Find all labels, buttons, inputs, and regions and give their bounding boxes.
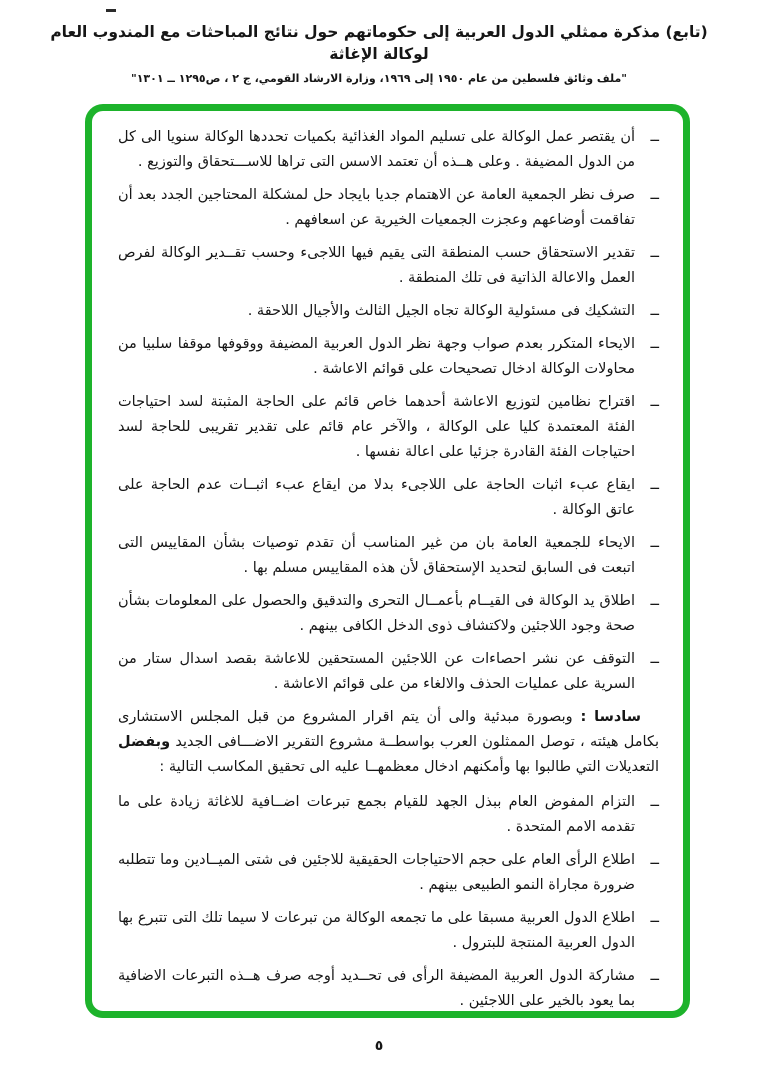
bullet-dash: ــ (650, 794, 659, 810)
page-number: ٥ (374, 1038, 384, 1054)
bullet-text: اقتراح نظامين لتوزيع الاعاشة أحدهما خاص قائم على الحاجة المثبتة لسد احتياجات الفئة المعتمدة كليا على الوكالة ، والآخر عام قائم على تقدير تقريبى للحاجة لسد احتياجات الفئة القادرة جزئيا على اعالة نفسها . (118, 394, 635, 460)
bullet-text: اطلاع الرأى العام على حجم الاحتياجات الحقيقية للاجئين فى شتى الميــادين وما تتطلبه ضرورة مجاراة النمو الطبيعى بينهم . (118, 852, 635, 893)
bullet-dash: ــ (650, 303, 659, 319)
bullet-text: اطلاق يد الوكالة فى القيــام بأعمــال التحرى والتدقيق والحصول على المعلومات بشأن صحة وجود اللاجئين ولاكتشاف ذوى الدخل الكافى بينهم . (118, 593, 635, 634)
bullet-text: أن يقتصر عمل الوكالة على تسليم المواد الغذائية بكميات تحددها الوكالة سنويا الى كل من الدول المضيفة . وعلى هــذه أن تعتمد الاسس التى تراها للاســـتحقاق والتوزيع . (118, 129, 635, 170)
bullet-dash: ــ (650, 245, 659, 261)
list-item (118, 299, 659, 324)
section-six-paragraph (118, 705, 659, 780)
list-item (118, 906, 659, 956)
bullet-dash: ــ (650, 394, 659, 410)
section-six-lead: سادسا : (572, 709, 641, 725)
bullet-text: الايحاء المتكرر بعدم صواب وجهة نظر الدول العربية المضيفة ووقوفها موقفا سلبيا من محاولات الوكالة ادخال تصحيحات على قوائم الاعاشة . (118, 336, 635, 377)
document-body (118, 125, 659, 1014)
bullet-text: ايقاع عبء اثبات الحاجة على اللاجىء بدلا من ايقاع عبء اثبــات عدم الحاجة على عاتق الوكالة . (118, 477, 635, 518)
list-item (118, 531, 659, 581)
list-item (118, 647, 659, 697)
bullet-text: الايحاء للجمعية العامة بان من غير المناسب أن تقدم توصيات بشأن المقاييس التى اتبعت فى السابق لتحديد الإستحقاق لأن هذه المقاييس مسلم بها . (118, 535, 635, 576)
bullet-text: اطلاع الدول العربية مسبقا على ما تجمعه الوكالة من تبرعات لا سيما تلك التى تتبرع بها الدول العربية المنتجة للبترول . (118, 910, 635, 951)
list-item (118, 848, 659, 898)
bullet-text: التوقف عن نشر احصاءات عن اللاجئين المستحقين للاعاشة بقصد اسدال ستار من السرية على عمليات الحذف والالغاء من على قوائم الاعاشة . (118, 651, 635, 692)
bullet-dash: ــ (650, 852, 659, 868)
list-item (118, 964, 659, 1014)
list-item (118, 125, 659, 175)
bullet-text: التشكيك فى مسئولية الوكالة تجاه الجيل الثالث والأجيال اللاحقة . (247, 303, 635, 319)
bullet-dash: ــ (650, 535, 659, 551)
bullet-text: صرف نظر الجمعية العامة عن الاهتمام جديا بايجاد حل لمشكلة المحتاجين الجدد بعد أن تفاقمت أوضاعهم وعجزت الجمعيات الخيرية عن اسعافهم . (118, 187, 635, 228)
bullet-dash: ــ (650, 187, 659, 203)
section-six-text-continued: التعديلات التي طالبوا بها وأمكنهم ادخال معظمهــا عليه الى تحقيق المكاسب التالية : (159, 759, 659, 775)
bullet-dash: ــ (650, 910, 659, 926)
bullet-text: تقدير الاستحقاق حسب المنطقة التى يقيم فيها اللاجىء وحسب تقــدير الوكالة لفرص العمل والاعالة الذاتية فى تلك المنطقة . (118, 245, 635, 286)
section-six-text: وبصورة مبدئية والى أن يتم اقرار المشروع من قبل المجلس الاستشارى بكامل هيئته ، توصل الممثلون العرب بواسطــة مشروع التقرير الاضـــافى الجديد (118, 709, 659, 750)
bullet-dash: ــ (650, 336, 659, 352)
list-item (118, 589, 659, 639)
bullet-dash: ــ (650, 477, 659, 493)
section-six-emphasis: وبفضل (118, 734, 171, 750)
bullet-text: التزام المفوض العام ببذل الجهد للقيام بجمع تبرعات اضــافية للاغاثة زيادة على ما تقدمه الامم المتحدة . (118, 794, 635, 835)
list-item (118, 241, 659, 291)
bullet-dash: ــ (650, 651, 659, 667)
bullet-dash: ــ (650, 129, 659, 145)
bullet-dash: ــ (650, 968, 659, 984)
list-item (118, 183, 659, 233)
scan-artifact-dash (106, 9, 116, 12)
list-item (118, 790, 659, 840)
document-source-citation: "ملف وثائق فلسطين من عام ١٩٥٠ إلى ١٩٦٩، وزارة الارشاد القومي، ج ٢ ، ص١٢٩٥ ــ ١٣٠١" (130, 72, 627, 86)
list-item (118, 332, 659, 382)
list-item (118, 473, 659, 523)
green-border-frame (85, 104, 690, 1018)
document-header (0, 22, 758, 85)
list-item (118, 390, 659, 465)
bullet-dash: ــ (650, 593, 659, 609)
bullet-text: مشاركة الدول العربية المضيفة الرأى فى تحــديد أوجه صرف هــذه التبرعات الاضافية بما يعود بالخير على اللاجئين . (118, 968, 635, 1009)
document-title: (تابع) مذكرة ممثلي الدول العربية إلى حكوماتهم حول نتائج المباحثات مع المندوب العام لوكالة الإغاثة (50, 23, 708, 63)
